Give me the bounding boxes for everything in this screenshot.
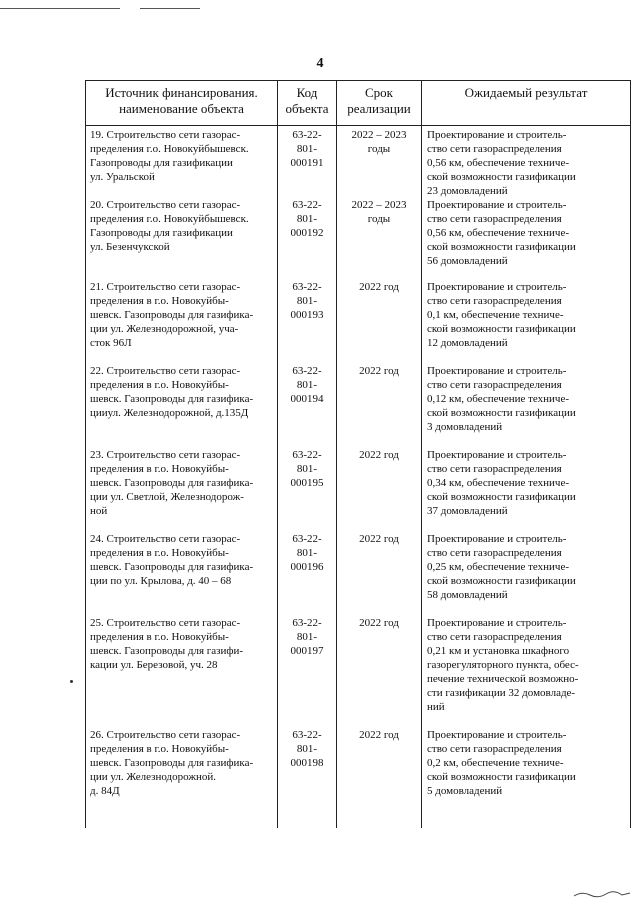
table-row xyxy=(86,126,631,199)
scan-scribble-mark xyxy=(572,889,632,899)
row-name: 19. Строительство сети газорас- пределения г.о. Новокуйбышевск. Газопроводы для газификации ул. Уральской xyxy=(86,126,278,199)
top-scan-rule xyxy=(0,8,120,9)
row-code: 63-22- 801- 000191 xyxy=(278,126,337,199)
row-result: Проектирование и строитель- ство сети газораспределения 0,21 км и установка шкафного газорегуляторного пункта, обес- печение технической возможно- сти газификации 32 домовладе- ний xyxy=(422,616,631,728)
header-name: Источник финансирования. наименование объекта xyxy=(86,81,278,126)
row-result: Проектирование и строитель- ство сети газораспределения 0,56 км, обеспечение техниче- ской возможности газификации 56 домовладений xyxy=(422,198,631,280)
row-result: Проектирование и строитель- ство сети газораспределения 0,12 км, обеспечение техниче- ской возможности газификации 3 домовладений xyxy=(422,364,631,448)
row-term: 2022 год xyxy=(337,280,422,364)
row-code: 63-22- 801- 000198 xyxy=(278,728,337,828)
margin-dot-mark xyxy=(70,680,73,683)
row-name: 22. Строительство сети газорас- пределения в г.о. Новокуйбы- шевск. Газопроводы для газифика- цииул. Железнодорожной, д.135Д xyxy=(86,364,278,448)
row-name: 24. Строительство сети газорас- пределения в г.о. Новокуйбы- шевск. Газопроводы для газифика- ции по ул. Крылова, д. 40 – 68 xyxy=(86,532,278,616)
row-result: Проектирование и строитель- ство сети газораспределения 0,34 км, обеспечение техниче- ской возможности газификации 37 домовладений xyxy=(422,448,631,532)
header-code: Код объекта xyxy=(278,81,337,126)
top-scan-rule xyxy=(140,8,200,9)
table-row xyxy=(86,364,631,448)
table-row xyxy=(86,198,631,280)
header-term: Срок реализации xyxy=(337,81,422,126)
row-code: 63-22- 801- 000194 xyxy=(278,364,337,448)
row-result: Проектирование и строитель- ство сети газораспределения 0,2 км, обеспечение техниче- ской возможности газификации 5 домовладений xyxy=(422,728,631,828)
table-header-row xyxy=(86,81,631,126)
row-result: Проектирование и строитель- ство сети газораспределения 0,25 км, обеспечение техниче- ской возможности газификации 58 домовладений xyxy=(422,532,631,616)
row-term: 2022 год xyxy=(337,532,422,616)
table-row xyxy=(86,616,631,728)
header-result: Ожидаемый результат xyxy=(422,81,631,126)
row-code: 63-22- 801- 000192 xyxy=(278,198,337,280)
row-term: 2022 – 2023 годы xyxy=(337,198,422,280)
row-term: 2022 год xyxy=(337,728,422,828)
row-term: 2022 – 2023 годы xyxy=(337,126,422,199)
table-row xyxy=(86,280,631,364)
table-row xyxy=(86,448,631,532)
row-result: Проектирование и строитель- ство сети газораспределения 0,56 км, обеспечение техниче- ской возможности газификации 23 домовладений xyxy=(422,126,631,199)
row-name: 20. Строительство сети газорас- пределения г.о. Новокуйбышевск. Газопроводы для газификации ул. Безенчукской xyxy=(86,198,278,280)
row-term: 2022 год xyxy=(337,364,422,448)
table-row xyxy=(86,728,631,828)
row-code: 63-22- 801- 000195 xyxy=(278,448,337,532)
row-result: Проектирование и строитель- ство сети газораспределения 0,1 км, обеспечение техниче- ской возможности газификации 12 домовладений xyxy=(422,280,631,364)
table-row xyxy=(86,532,631,616)
row-name: 21. Строительство сети газорас- пределения в г.о. Новокуйбы- шевск. Газопроводы для газифика- ции ул. Железнодорожной, уча- сток 96Л xyxy=(86,280,278,364)
row-name: 26. Строительство сети газорас- пределения в г.о. Новокуйбы- шевск. Газопроводы для газифика- ции ул. Железнодорожной. д. 84Д xyxy=(86,728,278,828)
row-name: 23. Строительство сети газорас- пределения в г.о. Новокуйбы- шевск. Газопроводы для газифика- ции ул. Светлой, Железнодорож- ной xyxy=(86,448,278,532)
row-code: 63-22- 801- 000196 xyxy=(278,532,337,616)
row-term: 2022 год xyxy=(337,616,422,728)
row-name: 25. Строительство сети газорас- пределения в г.о. Новокуйбы- шевск. Газопроводы для газифи- кации ул. Березовой, уч. 28 xyxy=(86,616,278,728)
page-number: 4 xyxy=(316,56,324,71)
row-code: 63-22- 801- 000197 xyxy=(278,616,337,728)
financing-table xyxy=(85,80,631,828)
row-code: 63-22- 801- 000193 xyxy=(278,280,337,364)
row-term: 2022 год xyxy=(337,448,422,532)
